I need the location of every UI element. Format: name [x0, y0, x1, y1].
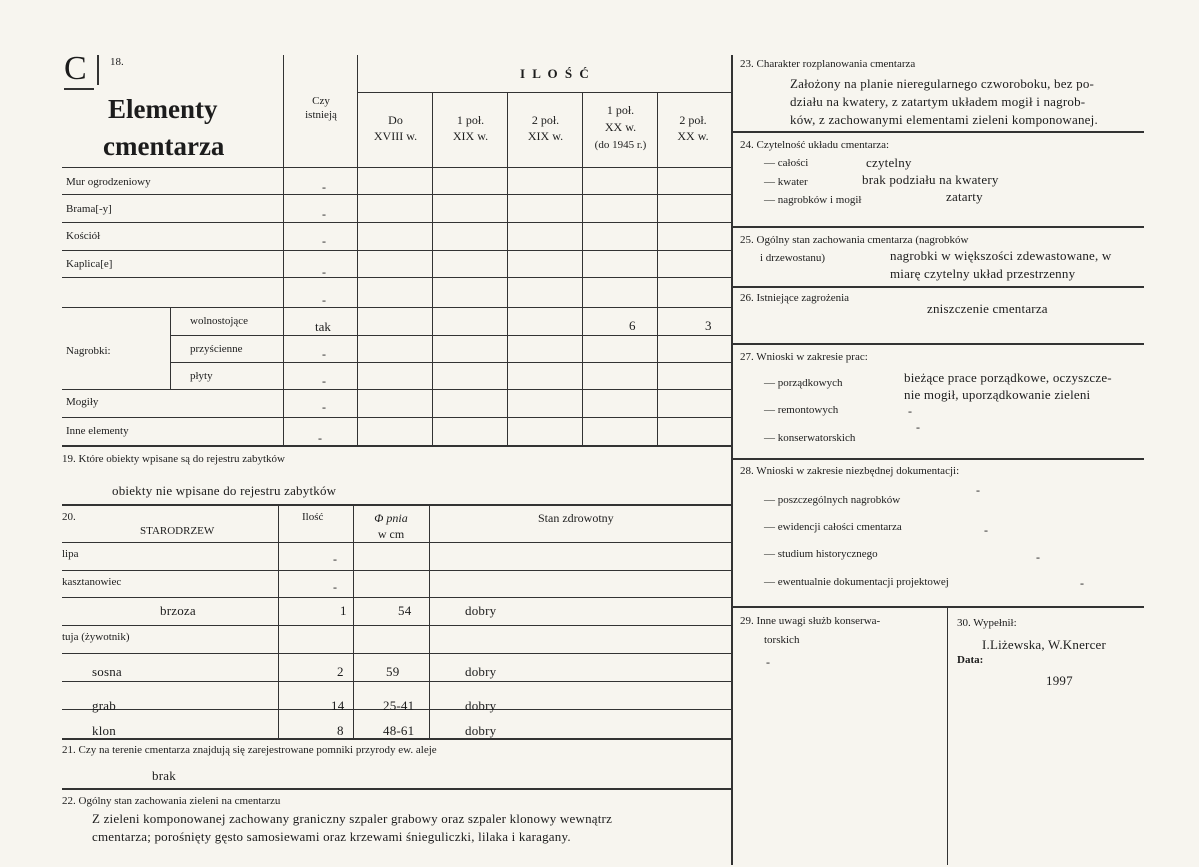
s27-remontowych-value: - — [908, 404, 912, 418]
s22-answer-line2: cmentarza; porośnięty gęsto samosiewami oraz krzewami śnieguliczki, lilaka i karagany. — [92, 829, 571, 844]
row-value-mogily: - — [322, 400, 326, 414]
grid-line — [62, 681, 731, 682]
s25-answer-line1: nagrobki w większości zdewastowane, w — [890, 248, 1112, 263]
grid-line — [62, 542, 731, 543]
section-divider — [731, 458, 1144, 460]
tree-row-brzoza-name: brzoza — [160, 603, 196, 618]
s24-kwater-value: brak podziału na kwatery — [862, 172, 999, 187]
tree-row-klon-name: klon — [92, 723, 116, 738]
row-label-plyty: płyty — [190, 370, 213, 382]
s29-question-line1: 29. Inne uwagi służb konserwa- — [740, 615, 881, 627]
tree-row-lipa-name: lipa — [62, 548, 79, 560]
s27-question: 27. Wnioski w zakresie prac: — [740, 351, 868, 363]
tree-row-kasztanowiec-ilosc: - — [333, 580, 337, 594]
ilosc-header: I L O Ś Ć — [520, 66, 591, 81]
row-label-inne: Inne elementy — [66, 425, 129, 437]
s23-question: 23. Charakter rozplanowania cmentarza — [740, 58, 916, 70]
section-number: 18. — [110, 56, 124, 68]
s28-item-studium-value: - — [1036, 550, 1040, 564]
col-1pol-xix-header: 1 poł. XIX w. — [452, 113, 489, 143]
section-divider — [62, 445, 731, 447]
section-divider — [62, 738, 731, 740]
row-label-przyscienne: przyścienne — [190, 343, 243, 355]
s20-title: STARODRZEW — [140, 525, 215, 537]
grid-line — [62, 389, 731, 390]
s24-nagrobkow-label: — nagrobków i mogił — [764, 194, 862, 206]
s27-porzadkowych-value-line2: nie mogił, uporządkowanie zieleni — [904, 387, 1091, 402]
grid-line — [62, 222, 731, 223]
section-divider — [731, 606, 1144, 608]
tree-row-brzoza-ilosc: 1 — [340, 603, 347, 618]
s28-item-ewidencji-label: — ewidencji całości cmentarza — [764, 521, 902, 533]
grid-line — [62, 625, 731, 626]
tree-row-sosna-pnia: 59 — [386, 664, 400, 679]
section-letter: C — [64, 50, 87, 87]
s20-number: 20. — [62, 511, 76, 523]
s27-konserwatorskich-value: - — [916, 420, 920, 434]
row-value-inne: - — [318, 431, 322, 445]
section-title-line1: Elementy — [108, 94, 218, 124]
tree-row-klon-stan: dobry — [465, 723, 497, 738]
s20-col-ilosc: Ilość — [302, 511, 324, 523]
s24-calosci-label: — całości — [764, 157, 809, 169]
tree-row-grab-name: grab — [92, 698, 116, 713]
tree-row-tuja-name: tuja (żywotnik) — [62, 631, 130, 643]
col-do-xviii-header: Do XVIII w. — [373, 113, 418, 143]
s30-year: 1997 — [1046, 673, 1073, 688]
section-divider — [731, 131, 1144, 133]
grid-line — [62, 307, 731, 308]
grid-line — [62, 653, 731, 654]
s20-col-pnia: Φ pnia w cm — [374, 511, 408, 541]
s26-question: 26. Istniejące zagrożenia — [740, 292, 850, 304]
s28-item-projektowej-label: — ewentualnie dokumentacji projektowej — [764, 576, 949, 588]
row-value-plyty: - — [322, 374, 326, 388]
s25-question-line1: 25. Ogólny stan zachowania cmentarza (nagrobków — [740, 234, 969, 246]
row-label-nagrobki: Nagrobki: — [66, 345, 111, 357]
s19-question: 19. Które obiekty wpisane są do rejestru zabytków — [62, 453, 285, 465]
tree-row-brzoza-pnia: 54 — [398, 603, 412, 618]
grid-line — [62, 417, 731, 418]
s27-konserwatorskich-label: — konserwatorskich — [764, 432, 856, 444]
s21-answer: brak — [152, 768, 176, 783]
section-letter-bar — [97, 55, 99, 85]
row-value-blank: - — [322, 293, 326, 307]
row-value-wolnostojace-1pol-xx: 6 — [629, 318, 636, 333]
row-label-mogily: Mogiły — [66, 396, 99, 408]
grid-line — [62, 570, 731, 571]
row-value-wolnostojace-2pol-xx: 3 — [705, 318, 712, 333]
s20-col-stan: Stan zdrowotny — [538, 511, 614, 525]
row-value-kosciol: - — [322, 234, 326, 248]
section-divider — [731, 226, 1144, 228]
row-label-mur: Mur ogrodzeniowy — [66, 176, 151, 188]
grid-line — [62, 250, 731, 251]
s23-answer-line2: działu na kwatery, z zatartym układem mogił i nagrob- — [790, 94, 1086, 109]
s30-data-label: Data: — [957, 654, 984, 666]
s30-question: 30. Wypełnił: — [957, 617, 1017, 629]
grid-line — [170, 362, 731, 363]
tree-row-brzoza-stan: dobry — [465, 603, 497, 618]
s28-item-studium-label: — studium historycznego — [764, 548, 878, 560]
s29-answer: - — [766, 655, 770, 669]
row-value-przyscienne: - — [322, 347, 326, 361]
s28-item-nagrobkow-label: — poszczególnych nagrobków — [764, 494, 901, 506]
grid-line — [353, 504, 354, 738]
row-value-wolnostojace: tak — [315, 319, 331, 334]
tree-row-grab-stan: dobry — [465, 698, 497, 713]
s28-question: 28. Wnioski w zakresie niezbędnej dokumentacji: — [740, 465, 960, 477]
grid-line — [507, 92, 508, 445]
section-title-line2: cmentarza — [103, 131, 225, 161]
col-2pol-xix-header: 2 poł. XIX w. — [527, 113, 564, 143]
s25-question-line2: i drzewostanu) — [760, 252, 826, 264]
s26-answer: zniszczenie cmentarza — [927, 301, 1048, 316]
tree-row-grab-pnia: 25-41 — [383, 698, 415, 713]
s27-porzadkowych-value-line1: bieżące prace porządkowe, oczyszcze- — [904, 370, 1112, 385]
s24-question: 24. Czytelność układu cmentarza: — [740, 139, 890, 151]
grid-line — [62, 167, 731, 168]
grid-line — [657, 92, 658, 445]
s19-answer: obiekty nie wpisane do rejestru zabytków — [112, 483, 337, 498]
col-czy-istnieja-header: Czy istnieją — [305, 95, 337, 121]
section-divider — [731, 286, 1144, 288]
s27-remontowych-label: — remontowych — [764, 404, 839, 416]
s27-porzadkowych-label: — porządkowych — [764, 377, 843, 389]
grid-line — [582, 92, 583, 445]
row-label-kaplica: Kaplica[e] — [66, 258, 113, 270]
grid-line — [357, 92, 731, 93]
grid-line — [432, 92, 433, 445]
s21-question: 21. Czy na terenie cmentarza znajdują się zarejestrowane pomniki przyrody ew. aleje — [62, 744, 437, 756]
tree-row-sosna-name: sosna — [92, 664, 122, 679]
tree-row-lipa-ilosc: - — [333, 552, 337, 566]
tree-row-grab-ilosc: 14 — [331, 698, 345, 713]
tree-row-klon-ilosc: 8 — [337, 723, 344, 738]
row-label-brama: Brama[-y] — [66, 203, 112, 215]
section-divider — [731, 343, 1144, 345]
row-value-mur: - — [322, 180, 326, 194]
grid-line — [947, 606, 948, 865]
grid-line — [62, 597, 731, 598]
row-value-brama: - — [322, 207, 326, 221]
section-divider — [62, 504, 731, 506]
grid-line — [170, 307, 171, 389]
grid-line — [170, 335, 731, 336]
s28-item-nagrobkow-value: - — [976, 483, 980, 497]
s28-item-ewidencji-value: - — [984, 523, 988, 537]
row-label-kosciol: Kościół — [66, 230, 101, 242]
tree-row-kasztanowiec-name: kasztanowiec — [62, 576, 122, 588]
row-label-wolnostojace: wolnostojące — [190, 315, 249, 327]
s24-calosci-value: czytelny — [866, 155, 912, 170]
section-divider — [62, 788, 731, 790]
s25-answer-line2: miarę czytelny układ przestrzenny — [890, 266, 1076, 281]
s24-nagrobkow-value: zatarty — [946, 189, 983, 204]
grid-line — [62, 277, 731, 278]
grid-line — [429, 504, 430, 738]
tree-row-klon-pnia: 48-61 — [383, 723, 415, 738]
s23-answer-line1: Założony na planie nieregularnego czworoboku, bez po- — [790, 76, 1095, 91]
s29-question-line2: torskich — [764, 634, 800, 646]
section-letter-underline — [64, 88, 94, 90]
grid-line — [62, 194, 731, 195]
tree-row-sosna-stan: dobry — [465, 664, 497, 679]
col-2pol-xx-header: 2 poł. XX w. — [677, 113, 709, 143]
grid-line — [278, 504, 279, 738]
s23-answer-line3: ków, z zachowanymi elementami zieleni komponowanej. — [790, 112, 1098, 127]
s22-question: 22. Ogólny stan zachowania zieleni na cmentarzu — [62, 795, 281, 807]
row-value-kaplica: - — [322, 265, 326, 279]
s24-kwater-label: — kwater — [764, 176, 808, 188]
s22-answer-line1: Z zieleni komponowanej zachowany graniczny szpaler grabowy oraz szpaler klonowy wewnątrz — [92, 811, 613, 826]
col-1pol-xx-header: 1 poł. XX w. (do 1945 r.) — [594, 103, 647, 151]
s28-item-projektowej-value: - — [1080, 576, 1084, 590]
s30-names: I.Liżewska, W.Knercer — [982, 637, 1107, 652]
main-divider — [731, 55, 733, 865]
tree-row-sosna-ilosc: 2 — [337, 664, 344, 679]
